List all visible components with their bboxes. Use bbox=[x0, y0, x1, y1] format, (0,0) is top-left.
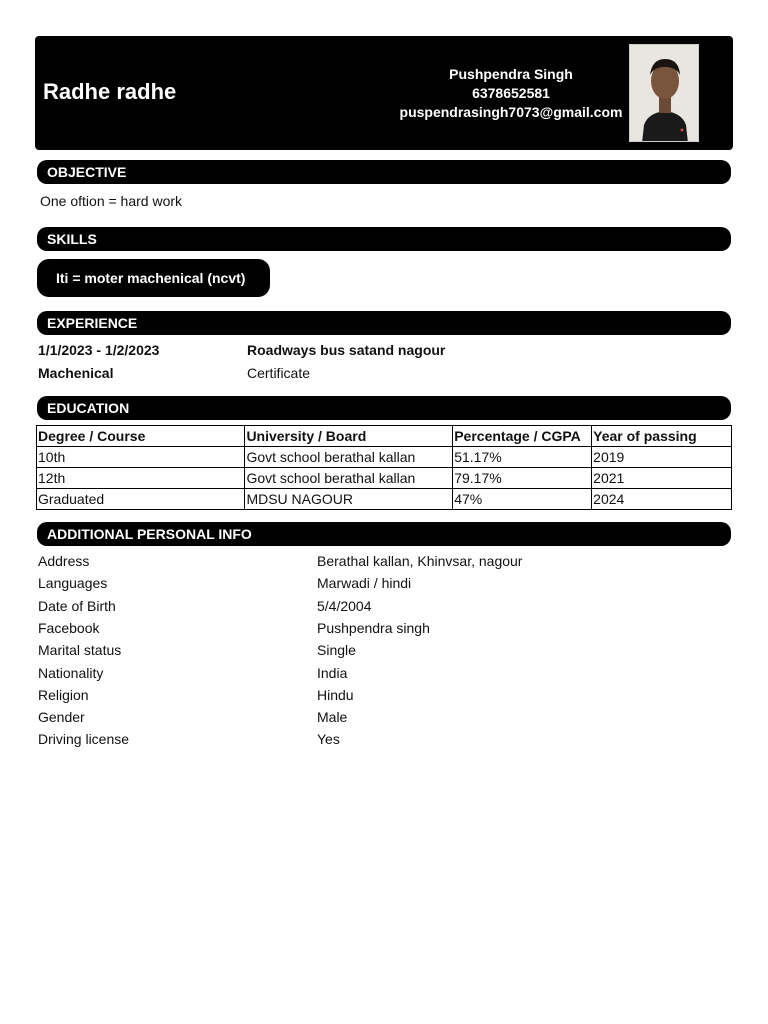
section-skills: SKILLS bbox=[37, 227, 731, 251]
info-value: Male bbox=[317, 709, 348, 725]
education-col-header: University / Board bbox=[245, 426, 453, 447]
education-header-row bbox=[37, 426, 732, 447]
info-row bbox=[38, 553, 732, 575]
education-col-header: Degree / Course bbox=[37, 426, 245, 447]
info-value: Pushpendra singh bbox=[317, 620, 430, 636]
experience-description: Certificate bbox=[247, 365, 311, 381]
experience-dates: 1/1/2023 - 1/2/2023 bbox=[38, 342, 160, 358]
info-label: Gender bbox=[38, 709, 85, 725]
education-row bbox=[37, 447, 732, 468]
education-cell: 47% bbox=[453, 489, 592, 510]
info-value: Marwadi / hindi bbox=[317, 575, 412, 591]
info-label: Languages bbox=[38, 575, 108, 591]
education-cell: Graduated bbox=[37, 489, 245, 510]
education-cell: 51.17% bbox=[453, 447, 592, 468]
info-value: India bbox=[317, 665, 348, 681]
objective-text: One oftion = hard work bbox=[40, 193, 183, 209]
info-row bbox=[38, 598, 732, 620]
education-cell: 79.17% bbox=[453, 468, 592, 489]
education-row bbox=[37, 468, 732, 489]
resume-header bbox=[35, 36, 733, 150]
info-row bbox=[38, 620, 732, 642]
contact-name: Pushpendra Singh bbox=[449, 66, 573, 82]
info-value: Yes bbox=[317, 731, 340, 747]
info-row bbox=[38, 709, 732, 731]
education-col-header: Year of passing bbox=[592, 426, 732, 447]
contact-block bbox=[375, 65, 647, 122]
experience-company: Roadways bus satand nagour bbox=[247, 342, 446, 358]
info-row bbox=[38, 731, 732, 753]
profile-photo bbox=[629, 44, 699, 142]
education-cell: MDSU NAGOUR bbox=[245, 489, 453, 510]
skill-badge: Iti = moter machenical (ncvt) bbox=[37, 259, 270, 297]
education-cell: 2021 bbox=[592, 468, 732, 489]
section-education: EDUCATION bbox=[37, 396, 731, 420]
info-label: Nationality bbox=[38, 665, 104, 681]
section-experience: EXPERIENCE bbox=[37, 311, 731, 335]
experience-role: Machenical bbox=[38, 365, 114, 381]
info-row bbox=[38, 642, 732, 664]
education-cell: 10th bbox=[37, 447, 245, 468]
info-value: 5/4/2004 bbox=[317, 598, 372, 614]
resume-title: Radhe radhe bbox=[43, 79, 177, 104]
info-row bbox=[38, 665, 732, 687]
contact-phone: 6378652581 bbox=[472, 85, 550, 101]
info-label: Driving license bbox=[38, 731, 130, 747]
education-cell: Govt school berathal kallan bbox=[245, 447, 453, 468]
info-value: Hindu bbox=[317, 687, 354, 703]
section-objective: OBJECTIVE bbox=[37, 160, 731, 184]
info-row bbox=[38, 575, 732, 597]
info-label: Address bbox=[38, 553, 90, 569]
education-table bbox=[36, 425, 732, 510]
profile-photo-image bbox=[630, 45, 699, 142]
contact-email: puspendrasingh7073@gmail.com bbox=[399, 104, 623, 120]
education-cell: 12th bbox=[37, 468, 245, 489]
section-additional-info: ADDITIONAL PERSONAL INFO bbox=[37, 522, 731, 546]
info-value: Berathal kallan, Khinvsar, nagour bbox=[317, 553, 523, 569]
info-label: Facebook bbox=[38, 620, 100, 636]
info-value: Single bbox=[317, 642, 356, 658]
education-cell: 2019 bbox=[592, 447, 732, 468]
info-label: Marital status bbox=[38, 642, 122, 658]
education-cell: 2024 bbox=[592, 489, 732, 510]
info-label: Religion bbox=[38, 687, 89, 703]
education-col-header: Percentage / CGPA bbox=[453, 426, 592, 447]
info-label: Date of Birth bbox=[38, 598, 116, 614]
info-row bbox=[38, 687, 732, 709]
education-row bbox=[37, 489, 732, 510]
education-cell: Govt school berathal kallan bbox=[245, 468, 453, 489]
